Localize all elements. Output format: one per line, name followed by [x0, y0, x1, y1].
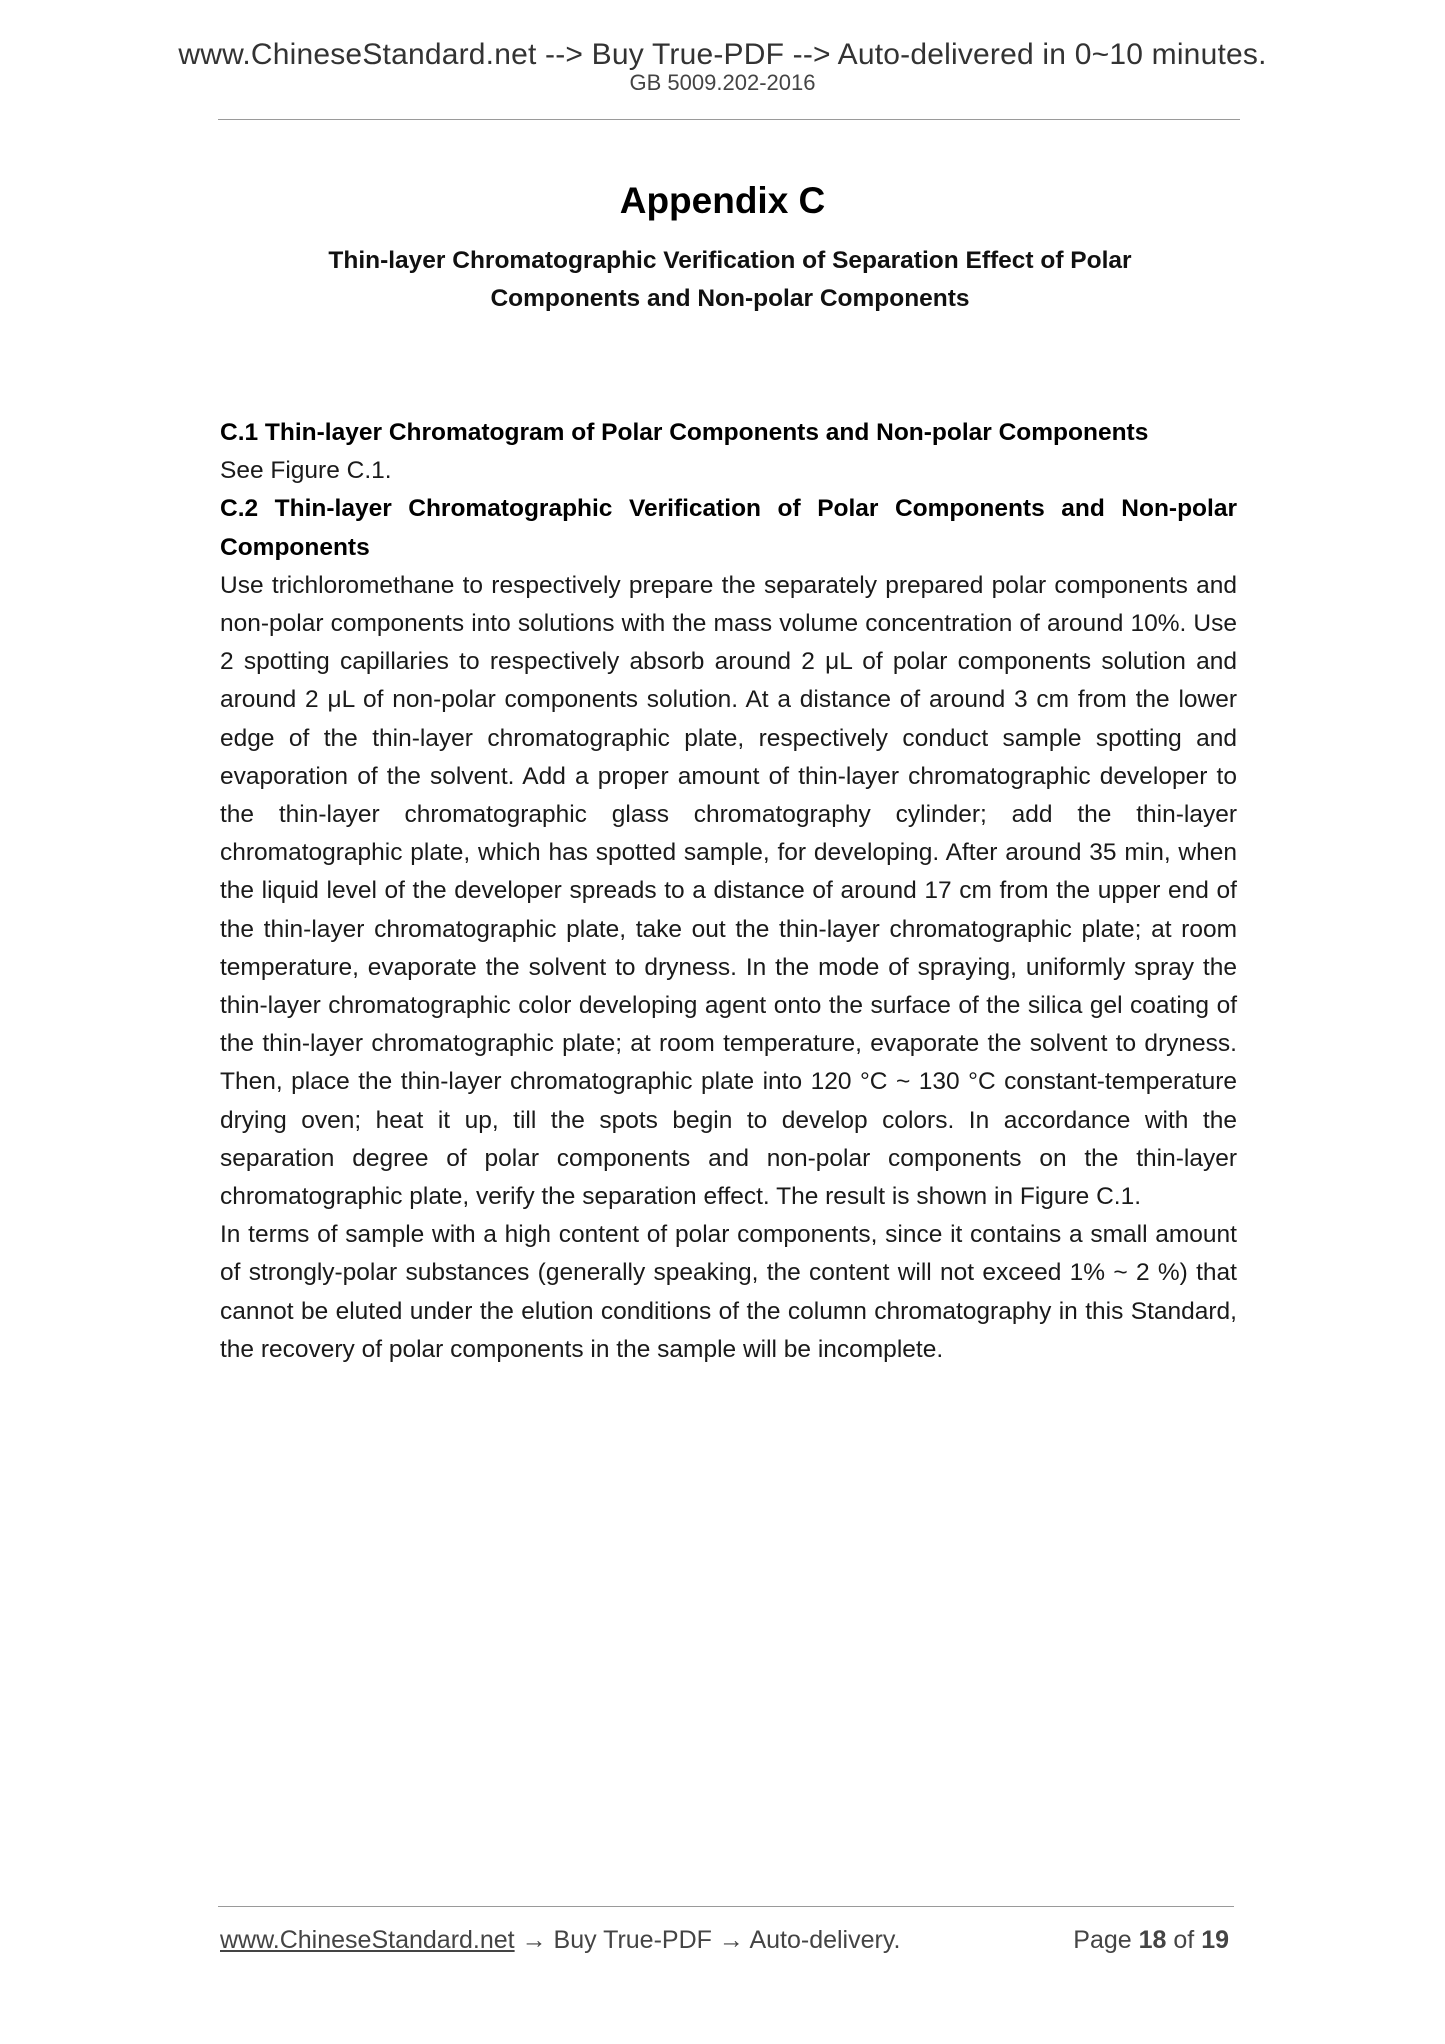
section-c2-paragraph-2: In terms of sample with a high content of polar components, since it contains a small amount of strongly-polar substances (generally speaking, the content will not exceed 1% ~ 2 %) that cannot be eluted under the elution conditions of the column chromatography in this Standard, the recovery of polar components in the sample will be incomplete. — [220, 1221, 1237, 1363]
footer-divider — [218, 1906, 1234, 1907]
section-c2-paragraph-1: Use trichloromethane to respectively prepare the separately prepared polar components and non-polar components into solutions with the mass volume concentration of around 10%. Use 2 spotting capillaries to respectively absorb around 2 μL of polar components solution and around 2 μL of non-polar components solution. At a distance of around 3 cm from the lower edge of the thin-layer chromatographic plate, respectively conduct sample spotting and evaporation of the solvent. Add a proper amount of thin-layer chromatographic developer to the thin-layer chromatographic glass chromatography cylinder; add the thin-layer chromatographic plate, which has spotted sample, for developing. After around 35 min, when the liquid level of the developer spreads to a distance of around 17 cm from the upper end of the thin-layer chromatographic plate, take out the thin-layer chromatographic plate; at room temperature, evaporate the solvent to dryness. In the mode of spraying, uniformly spray the thin-layer chromatographic color developing agent onto the surface of the silica gel coating of the thin-layer chromatographic plate; at room temperature, evaporate the solvent to dryness. Then, place the thin-layer chromatographic plate into 120 °C ~ 130 °C constant-temperature drying oven; heat it up, till the spots begin to develop colors. In accordance with the separation degree of polar components and non-polar components on the thin-layer chromatographic plate, verify the separation effect. The result is shown in Figure C.1. — [220, 571, 1237, 1211]
footer-site-link[interactable]: www.ChineseStandard.net — [220, 1926, 515, 1954]
page-number — [1073, 1926, 1229, 1955]
site-banner: www.ChineseStandard.net --> Buy True-PDF --> Auto-delivered in 0~10 minutes. — [178, 38, 1267, 71]
subtitle-line-1: Thin-layer Chromatographic Verification of Separation Effect of Polar — [328, 247, 1132, 274]
document-body — [220, 414, 1237, 1369]
page-total: 19 — [1201, 1926, 1229, 1954]
section-c1-text: See Figure C.1. — [220, 457, 392, 485]
arrow-right-icon: → — [718, 1926, 744, 1954]
subtitle-line-2: Components and Non-polar Components — [490, 285, 970, 312]
page-label: Page — [1073, 1926, 1132, 1954]
arrow-right-icon: → — [521, 1926, 547, 1954]
footer-buy-text: Buy True-PDF — [553, 1926, 712, 1954]
document-number: GB 5009.202-2016 — [629, 70, 816, 95]
page-current: 18 — [1138, 1926, 1167, 1954]
appendix-subtitle — [260, 242, 1200, 318]
page-footer — [220, 1926, 1237, 1960]
section-c2-heading: C.2 Thin-layer Chromatographic Verification of Polar Components and Non-polar Components — [220, 495, 1237, 561]
page-of-label: of — [1173, 1926, 1195, 1954]
appendix-title: Appendix C — [619, 180, 826, 221]
footer-delivery-text: Auto-delivery. — [749, 1926, 901, 1954]
section-c1-heading: C.1 Thin-layer Chromatogram of Polar Components and Non-polar Components — [220, 419, 1149, 446]
footer-promo — [220, 1926, 900, 1955]
header-divider — [218, 119, 1240, 120]
